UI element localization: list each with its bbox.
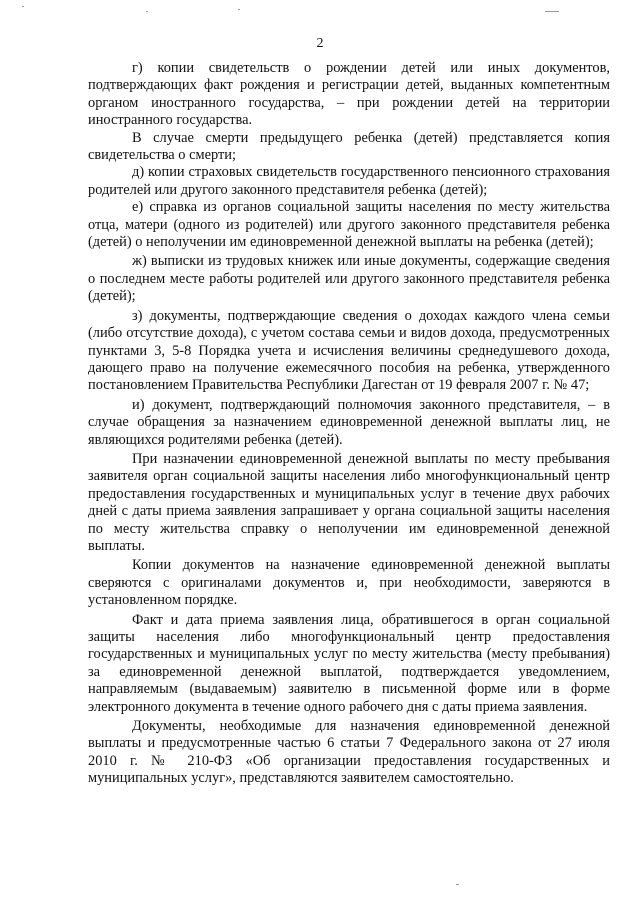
scan-speck	[238, 9, 240, 10]
paragraph-notification: Факт и дата приема заявления лица, обратившегося в орган социальной защиты населения либо многофункциональный центр предоставления государственных и муниципальных услуг по месту жительства (месту пребывания) за единовременной денежной выплатой, подтверждается уведомлением, направляемым (выдаваемым) заявителю в письменной форме или в форме электронного документа в течение одного рабочего дня с даты приема заявления.	[88, 611, 610, 715]
paragraph-death-certificate: В случае смерти предыдущего ребенка (детей) представляется копия свидетельства о смерти;	[88, 129, 610, 164]
scan-speck	[22, 6, 24, 7]
scan-speck	[146, 11, 148, 12]
paragraph-federal-law: Документы, необходимые для назначения единовременной денежной выплаты и предусмотренные частью 6 статьи 7 Федерального закона от 27 июля 2010 г. № 210-ФЗ «Об организации предоставления государственных и муниципальных услуг», представляются заявителем самостоятельно.	[88, 718, 610, 787]
paragraph-item-zh: ж) выписки из трудовых книжек или иные документы, содержащие сведения о последнем месте работы родителей или другого законного представителя ребенка (детей);	[88, 253, 610, 305]
document-body	[88, 60, 610, 788]
paragraph-item-e: е) справка из органов социальной защиты населения по месту жительства отца, матери (одного из родителей) или другого законного представителя ребенка (детей) о неполучении им единовременной денежной выплаты на ребенка (детей);	[88, 199, 610, 251]
paragraph-item-d: д) копии страховых свидетельств государственного пенсионного страхования родителей или другого законного представителя ребенка (детей);	[88, 164, 610, 198]
scan-speck	[545, 11, 559, 12]
paragraph-place-of-stay: При назначении единовременной денежной выплаты по месту пребывания заявителя орган социальной защиты населения либо многофункциональный центр предоставления государственных и муниципальных услуг в течение двух рабочих дней с даты приема заявления запрашивает у органа социальной защиты населения по месту жительства справку о неполучении им единовременной денежной выплаты.	[88, 450, 610, 554]
paragraph-copies: Копии документов на назначение единовременной денежной выплаты сверяются с оригиналами документов и, при необходимости, заверяются в установленном порядке.	[88, 557, 610, 609]
scan-speck	[456, 884, 459, 885]
page-number: 2	[316, 36, 324, 51]
paragraph-item-g: г) копии свидетельств о рождении детей или иных документов, подтверждающих факт рождения и регистрации детей, выданных компетентным органом иностранного государства, – при рождении детей на территории иностранного государства.	[88, 60, 610, 129]
paragraph-item-z: з) документы, подтверждающие сведения о доходах каждого члена семьи (либо отсутствие дохода), с учетом состава семьи и видов дохода, предусмотренных пунктами 3, 5-8 Порядка учета и исчисления величины среднедушевого дохода, дающего право на получение ежемесячного пособия на ребенка, утвержденного постановлением Правительства Республики Дагестан от 19 февраля 2007 г. № 47;	[88, 307, 610, 394]
paragraph-item-i: и) документ, подтверждающий полномочия законного представителя, – в случае обращения за назначением единовременной денежной выплаты лиц, не являющихся родителями ребенка (детей).	[88, 396, 610, 448]
